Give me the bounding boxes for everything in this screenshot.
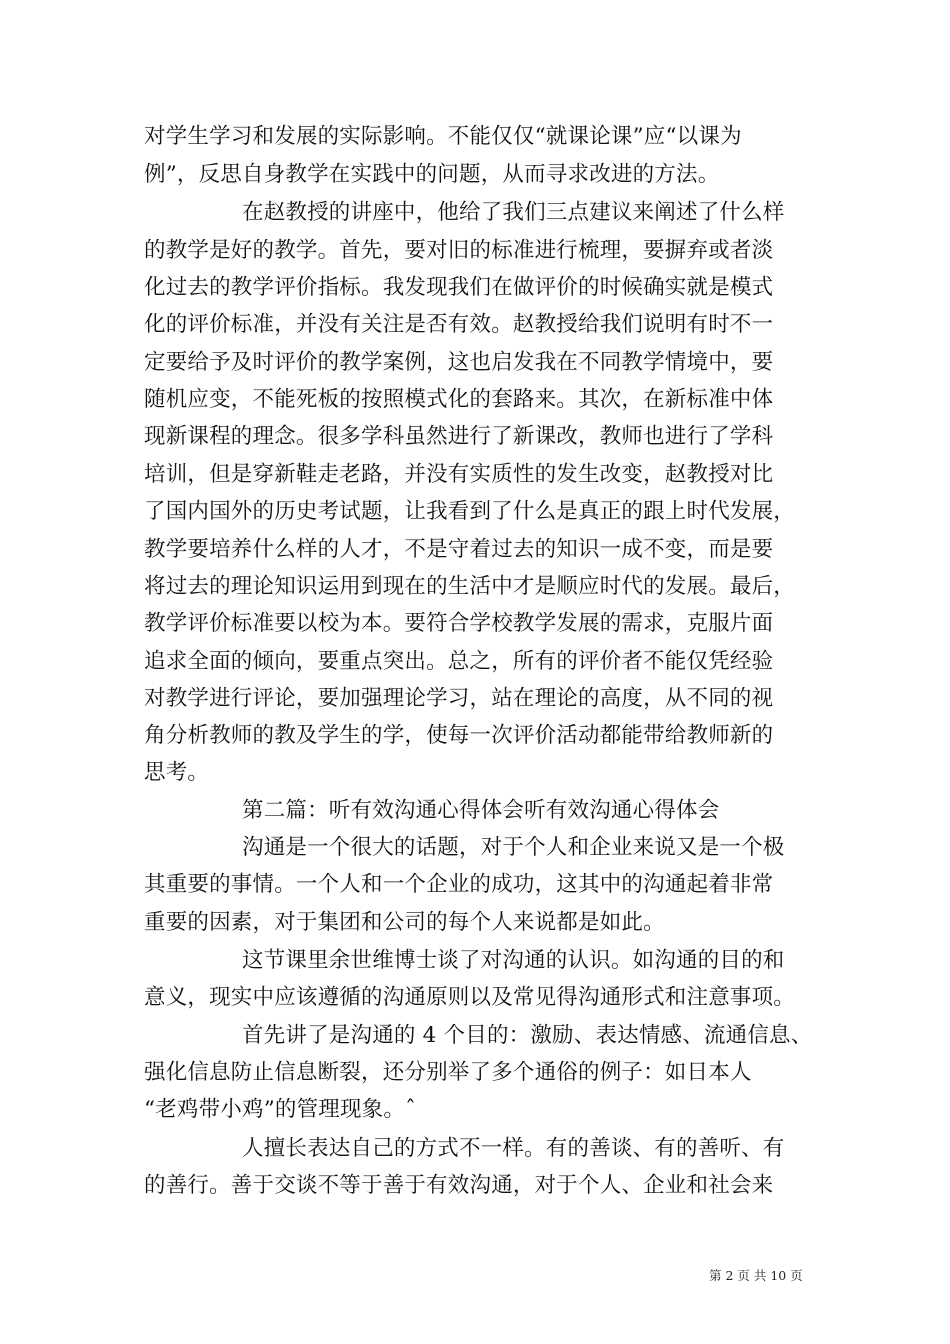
text-line: 教学评价标准要以校为本。要符合学校教学发展的需求，克服片面: [144, 611, 774, 636]
text-line: 人擅长表达自己的方式不一样。有的善谈、有的善听、有: [242, 1136, 785, 1161]
text-line: 定要给予及时评价的教学案例，这也启发我在不同教学情境中，要: [144, 350, 774, 375]
text-line: 化过去的教学评价指标。我发现我们在做评价的时候确实就是模式: [144, 275, 774, 300]
text-line: 意义，现实中应该遵循的沟通原则以及常见得沟通形式和注意事项。: [144, 985, 796, 1010]
text-line: 了国内国外的历史考试题，让我看到了什么是真正的跟上时代发展，: [144, 499, 796, 524]
text-line: 其重要的事情。一个人和一个企业的成功，这其中的沟通起着非常: [144, 872, 774, 897]
text-line: 随机应变，不能死板的按照模式化的套路来。其次，在新标准中体: [144, 387, 774, 412]
text-line: 沟通是一个很大的话题，对于个人和企业来说又是一个极: [242, 835, 785, 860]
text-line: 培训，但是穿新鞋走老路，并没有实质性的发生改变，赵教授对比: [144, 462, 774, 487]
text-line: 对学生学习和发展的实际影响。不能仅仅“就课论课”应“以课为: [144, 124, 742, 149]
text-line: 在赵教授的讲座中，他给了我们三点建议来阐述了什么样: [242, 200, 785, 225]
text-line: 的教学是好的教学。首先，要对旧的标准进行梳理，要摒弃或者淡: [144, 238, 774, 263]
text-line: 对教学进行评论，要加强理论学习，站在理论的高度，从不同的视: [144, 686, 774, 711]
text-line: 角分析教师的教及学生的学，使每一次评价活动都能带给教师新的: [144, 723, 774, 748]
text-line: 首先讲了是沟通的 4 个目的：激励、表达情感、流通信息、: [242, 1023, 813, 1048]
text-line: 强化信息防止信息断裂，还分别举了多个通俗的例子：如日本人: [144, 1060, 752, 1085]
text-line: 教学要培养什么样的人才，不是守着过去的知识一成不变，而是要: [144, 537, 774, 562]
text-line: 例”，反思自身教学在实践中的问题，从而寻求改进的方法。: [144, 162, 720, 187]
text-line: 重要的因素，对于集团和公司的每个人来说都是如此。: [144, 910, 665, 935]
text-line: “老鸡带小鸡”的管理现象。ˆ: [144, 1097, 417, 1122]
text-line: 化的评价标准，并没有关注是否有效。赵教授给我们说明有时不一: [144, 312, 774, 337]
text-line: 将过去的理论知识运用到现在的生活中才是顺应时代的发展。最后，: [144, 574, 796, 599]
text-line: 追求全面的倾向，要重点突出。总之，所有的评价者不能仅凭经验: [144, 649, 774, 674]
text-line: 的善行。善于交谈不等于善于有效沟通，对于个人、企业和社会来: [144, 1173, 774, 1198]
text-line: 思考。: [144, 760, 210, 785]
section-heading: 第二篇：听有效沟通心得体会听有效沟通心得体会: [242, 798, 720, 823]
text-line: 现新课程的理念。很多学科虽然进行了新课改，教师也进行了学科: [144, 424, 774, 449]
text-line: 这节课里余世维博士谈了对沟通的认识。如沟通的目的和: [242, 948, 785, 973]
page-number: 第 2 页 共 10 页: [709, 1268, 803, 1283]
